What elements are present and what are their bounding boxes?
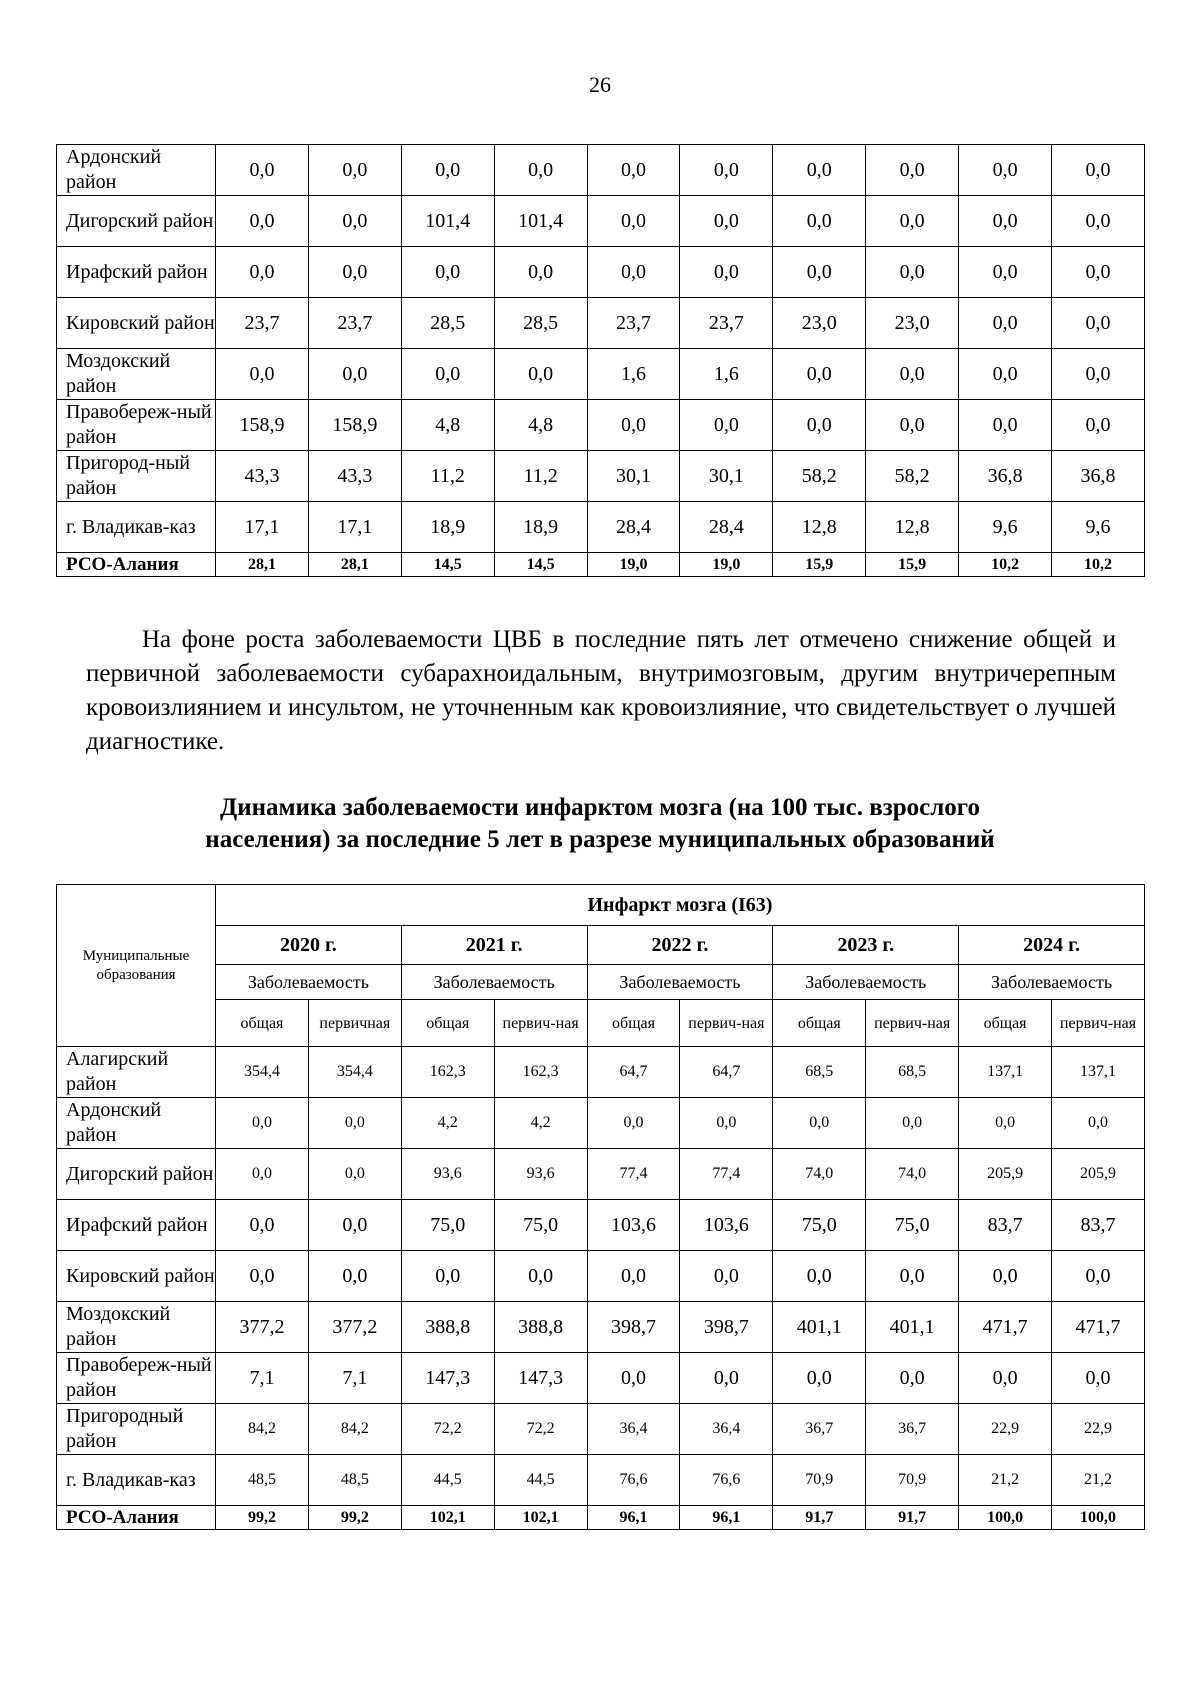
- diagnosis-header: Инфаркт мозга (I63): [216, 885, 1145, 926]
- value-cell: 0,0: [308, 1149, 401, 1200]
- body-paragraph: На фоне роста заболеваемости ЦВБ в последние пять лет отмечено снижение общей и первичной заболеваемости субарахноидальным, внутримозговым, другим внутричерепным кровоизлиянием и инсультом, не уточненным как кровоизлияние, что свидетельствует о лучшей диагностике.: [86, 626, 1116, 755]
- table-row: [57, 196, 1145, 247]
- value-cell: 70,9: [773, 1455, 866, 1506]
- incidence-header: Заболеваемость: [216, 965, 402, 1000]
- value-cell: 0,0: [308, 145, 401, 196]
- value-cell: 23,7: [216, 298, 309, 349]
- table-row: [57, 247, 1145, 298]
- municipality-name: Ардонский район: [57, 145, 216, 196]
- municipality-name: г. Владикав-каз: [57, 1455, 216, 1506]
- municipality-name: Кировский район: [57, 1251, 216, 1302]
- value-cell: 74,0: [773, 1149, 866, 1200]
- value-cell: 28,4: [587, 502, 680, 553]
- value-cell: 0,0: [680, 1251, 773, 1302]
- value-cell: 0,0: [401, 247, 494, 298]
- value-cell: 0,0: [959, 1251, 1052, 1302]
- table-row: [57, 1251, 1145, 1302]
- value-cell: 36,4: [680, 1404, 773, 1455]
- year-header: 2024 г.: [959, 926, 1145, 965]
- value-cell: 23,7: [680, 298, 773, 349]
- value-cell: 0,0: [1052, 1353, 1145, 1404]
- value-cell: 12,8: [866, 502, 959, 553]
- value-cell: 0,0: [866, 400, 959, 451]
- value-cell: 205,9: [1052, 1149, 1145, 1200]
- value-cell: 0,0: [308, 1098, 401, 1149]
- incidence-header: Заболеваемость: [401, 965, 587, 1000]
- value-cell: 9,6: [959, 502, 1052, 553]
- value-cell: 28,5: [401, 298, 494, 349]
- col-primary-header: первич-ная: [494, 1000, 587, 1047]
- total-value-cell: 96,1: [680, 1506, 773, 1530]
- value-cell: 7,1: [308, 1353, 401, 1404]
- value-cell: 0,0: [866, 247, 959, 298]
- table-row: [57, 1302, 1145, 1353]
- value-cell: 0,0: [216, 1098, 309, 1149]
- col-primary-header: первич-ная: [866, 1000, 959, 1047]
- total-value-cell: 99,2: [308, 1506, 401, 1530]
- value-cell: 18,9: [401, 502, 494, 553]
- value-cell: 22,9: [1052, 1404, 1145, 1455]
- value-cell: 0,0: [959, 400, 1052, 451]
- total-value-cell: 19,0: [587, 553, 680, 577]
- value-cell: 0,0: [959, 298, 1052, 349]
- value-cell: 0,0: [308, 196, 401, 247]
- value-cell: 48,5: [216, 1455, 309, 1506]
- table-heading: [0, 792, 1200, 856]
- municipality-name: Ирафский район: [57, 247, 216, 298]
- municipality-name: Моздокский район: [57, 1302, 216, 1353]
- value-cell: 0,0: [494, 1251, 587, 1302]
- total-value-cell: 102,1: [401, 1506, 494, 1530]
- value-cell: 68,5: [773, 1047, 866, 1098]
- value-cell: 137,1: [1052, 1047, 1145, 1098]
- value-cell: 398,7: [587, 1302, 680, 1353]
- value-cell: 401,1: [866, 1302, 959, 1353]
- total-value-cell: 100,0: [959, 1506, 1052, 1530]
- value-cell: 30,1: [680, 451, 773, 502]
- total-value-cell: 10,2: [1052, 553, 1145, 577]
- value-cell: 0,0: [308, 1251, 401, 1302]
- value-cell: 23,7: [587, 298, 680, 349]
- municipality-name: Пригородный район: [57, 1404, 216, 1455]
- incidence-header: Заболеваемость: [773, 965, 959, 1000]
- total-name: РСО-Алания: [57, 1506, 216, 1530]
- value-cell: 354,4: [216, 1047, 309, 1098]
- value-cell: 74,0: [866, 1149, 959, 1200]
- value-cell: 0,0: [773, 349, 866, 400]
- value-cell: 76,6: [587, 1455, 680, 1506]
- total-value-cell: 99,2: [216, 1506, 309, 1530]
- value-cell: 0,0: [1052, 349, 1145, 400]
- value-cell: 0,0: [401, 145, 494, 196]
- value-cell: 72,2: [494, 1404, 587, 1455]
- value-cell: 0,0: [587, 400, 680, 451]
- total-value-cell: 19,0: [680, 553, 773, 577]
- col-primary-header: первичная: [308, 1000, 401, 1047]
- value-cell: 0,0: [1052, 247, 1145, 298]
- value-cell: 58,2: [773, 451, 866, 502]
- year-header: 2021 г.: [401, 926, 587, 965]
- value-cell: 18,9: [494, 502, 587, 553]
- value-cell: 4,2: [494, 1098, 587, 1149]
- value-cell: 28,4: [680, 502, 773, 553]
- total-value-cell: 15,9: [773, 553, 866, 577]
- value-cell: 0,0: [308, 1200, 401, 1251]
- municipality-name: Правобереж-ный район: [57, 400, 216, 451]
- col-primary-header: первич-ная: [1052, 1000, 1145, 1047]
- table-row: [57, 1098, 1145, 1149]
- total-value-cell: 15,9: [866, 553, 959, 577]
- page-number: 26: [589, 72, 611, 97]
- table-heading-line-2: населения) за последние 5 лет в разрезе муниципальных образований: [205, 826, 995, 853]
- total-value-cell: 96,1: [587, 1506, 680, 1530]
- col-general-header: общая: [401, 1000, 494, 1047]
- value-cell: 21,2: [1052, 1455, 1145, 1506]
- value-cell: 0,0: [680, 196, 773, 247]
- total-value-cell: 14,5: [494, 553, 587, 577]
- value-cell: 0,0: [216, 247, 309, 298]
- municipality-header: Муниципальные образования: [57, 885, 216, 1047]
- value-cell: 11,2: [494, 451, 587, 502]
- value-cell: 0,0: [773, 145, 866, 196]
- municipality-name: г. Владикав-каз: [57, 502, 216, 553]
- value-cell: 0,0: [216, 145, 309, 196]
- col-general-header: общая: [959, 1000, 1052, 1047]
- table-row: [57, 298, 1145, 349]
- value-cell: 11,2: [401, 451, 494, 502]
- table-row: [57, 1404, 1145, 1455]
- table-row: [57, 400, 1145, 451]
- municipality-name: Моздокский район: [57, 349, 216, 400]
- value-cell: 0,0: [866, 1251, 959, 1302]
- value-cell: 4,8: [401, 400, 494, 451]
- table-row: [57, 1047, 1145, 1098]
- table-brain-infarction: [56, 884, 1145, 1530]
- value-cell: 103,6: [587, 1200, 680, 1251]
- total-value-cell: 91,7: [773, 1506, 866, 1530]
- value-cell: 158,9: [308, 400, 401, 451]
- value-cell: 0,0: [680, 400, 773, 451]
- value-cell: 75,0: [866, 1200, 959, 1251]
- col-general-header: общая: [773, 1000, 866, 1047]
- incidence-header: Заболеваемость: [959, 965, 1145, 1000]
- value-cell: 0,0: [1052, 400, 1145, 451]
- value-cell: 0,0: [773, 1251, 866, 1302]
- value-cell: 4,8: [494, 400, 587, 451]
- value-cell: 0,0: [216, 196, 309, 247]
- value-cell: 0,0: [959, 247, 1052, 298]
- value-cell: 162,3: [401, 1047, 494, 1098]
- value-cell: 0,0: [1052, 298, 1145, 349]
- value-cell: 36,7: [866, 1404, 959, 1455]
- value-cell: 23,7: [308, 298, 401, 349]
- value-cell: 471,7: [1052, 1302, 1145, 1353]
- value-cell: 0,0: [773, 1098, 866, 1149]
- value-cell: 103,6: [680, 1200, 773, 1251]
- value-cell: 30,1: [587, 451, 680, 502]
- total-value-cell: 102,1: [494, 1506, 587, 1530]
- value-cell: 0,0: [959, 145, 1052, 196]
- value-cell: 64,7: [680, 1047, 773, 1098]
- value-cell: 158,9: [216, 400, 309, 451]
- value-cell: 0,0: [959, 1353, 1052, 1404]
- value-cell: 0,0: [680, 145, 773, 196]
- value-cell: 77,4: [587, 1149, 680, 1200]
- value-cell: 0,0: [587, 145, 680, 196]
- value-cell: 0,0: [494, 247, 587, 298]
- total-row: [57, 553, 1145, 577]
- value-cell: 101,4: [401, 196, 494, 247]
- municipality-name: Дигорский район: [57, 196, 216, 247]
- value-cell: 23,0: [866, 298, 959, 349]
- value-cell: 28,5: [494, 298, 587, 349]
- value-cell: 84,2: [308, 1404, 401, 1455]
- value-cell: 36,8: [959, 451, 1052, 502]
- value-cell: 0,0: [494, 145, 587, 196]
- value-cell: 0,0: [494, 349, 587, 400]
- value-cell: 43,3: [216, 451, 309, 502]
- table-row: [57, 451, 1145, 502]
- value-cell: 0,0: [216, 349, 309, 400]
- municipality-name: Правобереж-ный район: [57, 1353, 216, 1404]
- value-cell: 0,0: [773, 400, 866, 451]
- value-cell: 0,0: [866, 349, 959, 400]
- value-cell: 84,2: [216, 1404, 309, 1455]
- total-value-cell: 10,2: [959, 553, 1052, 577]
- value-cell: 401,1: [773, 1302, 866, 1353]
- value-cell: 36,4: [587, 1404, 680, 1455]
- value-cell: 0,0: [866, 145, 959, 196]
- municipality-name: Ирафский район: [57, 1200, 216, 1251]
- value-cell: 44,5: [401, 1455, 494, 1506]
- value-cell: 398,7: [680, 1302, 773, 1353]
- total-value-cell: 14,5: [401, 553, 494, 577]
- value-cell: 0,0: [401, 1251, 494, 1302]
- value-cell: 0,0: [959, 349, 1052, 400]
- value-cell: 0,0: [587, 247, 680, 298]
- value-cell: 0,0: [773, 1353, 866, 1404]
- total-value-cell: 28,1: [216, 553, 309, 577]
- value-cell: 83,7: [1052, 1200, 1145, 1251]
- value-cell: 0,0: [587, 1353, 680, 1404]
- value-cell: 0,0: [308, 349, 401, 400]
- value-cell: 48,5: [308, 1455, 401, 1506]
- total-row: [57, 1506, 1145, 1530]
- value-cell: 377,2: [216, 1302, 309, 1353]
- value-cell: 58,2: [866, 451, 959, 502]
- municipality-name: Алагирский район: [57, 1047, 216, 1098]
- table-cvb-continuation: [56, 144, 1145, 577]
- table-row: [57, 349, 1145, 400]
- municipality-name: Ардонский район: [57, 1098, 216, 1149]
- value-cell: 0,0: [866, 196, 959, 247]
- table-heading-line-1: Динамика заболеваемости инфарктом мозга (на 100 тыс. взрослого: [220, 794, 980, 821]
- value-cell: 23,0: [773, 298, 866, 349]
- value-cell: 0,0: [773, 247, 866, 298]
- col-general-header: общая: [216, 1000, 309, 1047]
- year-header: 2020 г.: [216, 926, 402, 965]
- value-cell: 0,0: [587, 1098, 680, 1149]
- value-cell: 93,6: [494, 1149, 587, 1200]
- value-cell: 0,0: [1052, 145, 1145, 196]
- value-cell: 0,0: [959, 1098, 1052, 1149]
- table-row: [57, 145, 1145, 196]
- value-cell: 22,9: [959, 1404, 1052, 1455]
- total-value-cell: 28,1: [308, 553, 401, 577]
- total-value-cell: 91,7: [866, 1506, 959, 1530]
- value-cell: 0,0: [773, 196, 866, 247]
- table-row: [57, 1200, 1145, 1251]
- value-cell: 17,1: [216, 502, 309, 553]
- value-cell: 147,3: [494, 1353, 587, 1404]
- value-cell: 354,4: [308, 1047, 401, 1098]
- total-name: РСО-Алания: [57, 553, 216, 577]
- total-value-cell: 100,0: [1052, 1506, 1145, 1530]
- value-cell: 9,6: [1052, 502, 1145, 553]
- value-cell: 7,1: [216, 1353, 309, 1404]
- value-cell: 76,6: [680, 1455, 773, 1506]
- value-cell: 0,0: [216, 1149, 309, 1200]
- value-cell: 0,0: [1052, 196, 1145, 247]
- value-cell: 388,8: [401, 1302, 494, 1353]
- value-cell: 1,6: [587, 349, 680, 400]
- municipality-name: Дигорский район: [57, 1149, 216, 1200]
- value-cell: 0,0: [216, 1200, 309, 1251]
- value-cell: 0,0: [587, 1251, 680, 1302]
- table-row: [57, 1455, 1145, 1506]
- value-cell: 68,5: [866, 1047, 959, 1098]
- value-cell: 205,9: [959, 1149, 1052, 1200]
- value-cell: 0,0: [866, 1353, 959, 1404]
- year-header: 2022 г.: [587, 926, 773, 965]
- value-cell: 77,4: [680, 1149, 773, 1200]
- value-cell: 75,0: [494, 1200, 587, 1251]
- value-cell: 388,8: [494, 1302, 587, 1353]
- value-cell: 21,2: [959, 1455, 1052, 1506]
- value-cell: 0,0: [680, 1353, 773, 1404]
- value-cell: 471,7: [959, 1302, 1052, 1353]
- value-cell: 0,0: [216, 1251, 309, 1302]
- value-cell: 101,4: [494, 196, 587, 247]
- value-cell: 44,5: [494, 1455, 587, 1506]
- value-cell: 0,0: [1052, 1251, 1145, 1302]
- municipality-name: Кировский район: [57, 298, 216, 349]
- col-general-header: общая: [587, 1000, 680, 1047]
- value-cell: 36,7: [773, 1404, 866, 1455]
- value-cell: 0,0: [866, 1098, 959, 1149]
- value-cell: 0,0: [680, 247, 773, 298]
- value-cell: 0,0: [308, 247, 401, 298]
- value-cell: 137,1: [959, 1047, 1052, 1098]
- incidence-header: Заболеваемость: [587, 965, 773, 1000]
- table-row: [57, 502, 1145, 553]
- table-row: [57, 1353, 1145, 1404]
- value-cell: 72,2: [401, 1404, 494, 1455]
- value-cell: 0,0: [680, 1098, 773, 1149]
- value-cell: 75,0: [773, 1200, 866, 1251]
- value-cell: 64,7: [587, 1047, 680, 1098]
- year-header: 2023 г.: [773, 926, 959, 965]
- value-cell: 0,0: [401, 349, 494, 400]
- table-row: [57, 1149, 1145, 1200]
- value-cell: 0,0: [587, 196, 680, 247]
- value-cell: 43,3: [308, 451, 401, 502]
- value-cell: 36,8: [1052, 451, 1145, 502]
- col-primary-header: первич-ная: [680, 1000, 773, 1047]
- value-cell: 83,7: [959, 1200, 1052, 1251]
- value-cell: 17,1: [308, 502, 401, 553]
- value-cell: 1,6: [680, 349, 773, 400]
- value-cell: 70,9: [866, 1455, 959, 1506]
- value-cell: 162,3: [494, 1047, 587, 1098]
- value-cell: 0,0: [959, 196, 1052, 247]
- value-cell: 0,0: [1052, 1098, 1145, 1149]
- value-cell: 4,2: [401, 1098, 494, 1149]
- value-cell: 75,0: [401, 1200, 494, 1251]
- value-cell: 12,8: [773, 502, 866, 553]
- municipality-name: Пригород-ный район: [57, 451, 216, 502]
- value-cell: 147,3: [401, 1353, 494, 1404]
- value-cell: 377,2: [308, 1302, 401, 1353]
- value-cell: 93,6: [401, 1149, 494, 1200]
